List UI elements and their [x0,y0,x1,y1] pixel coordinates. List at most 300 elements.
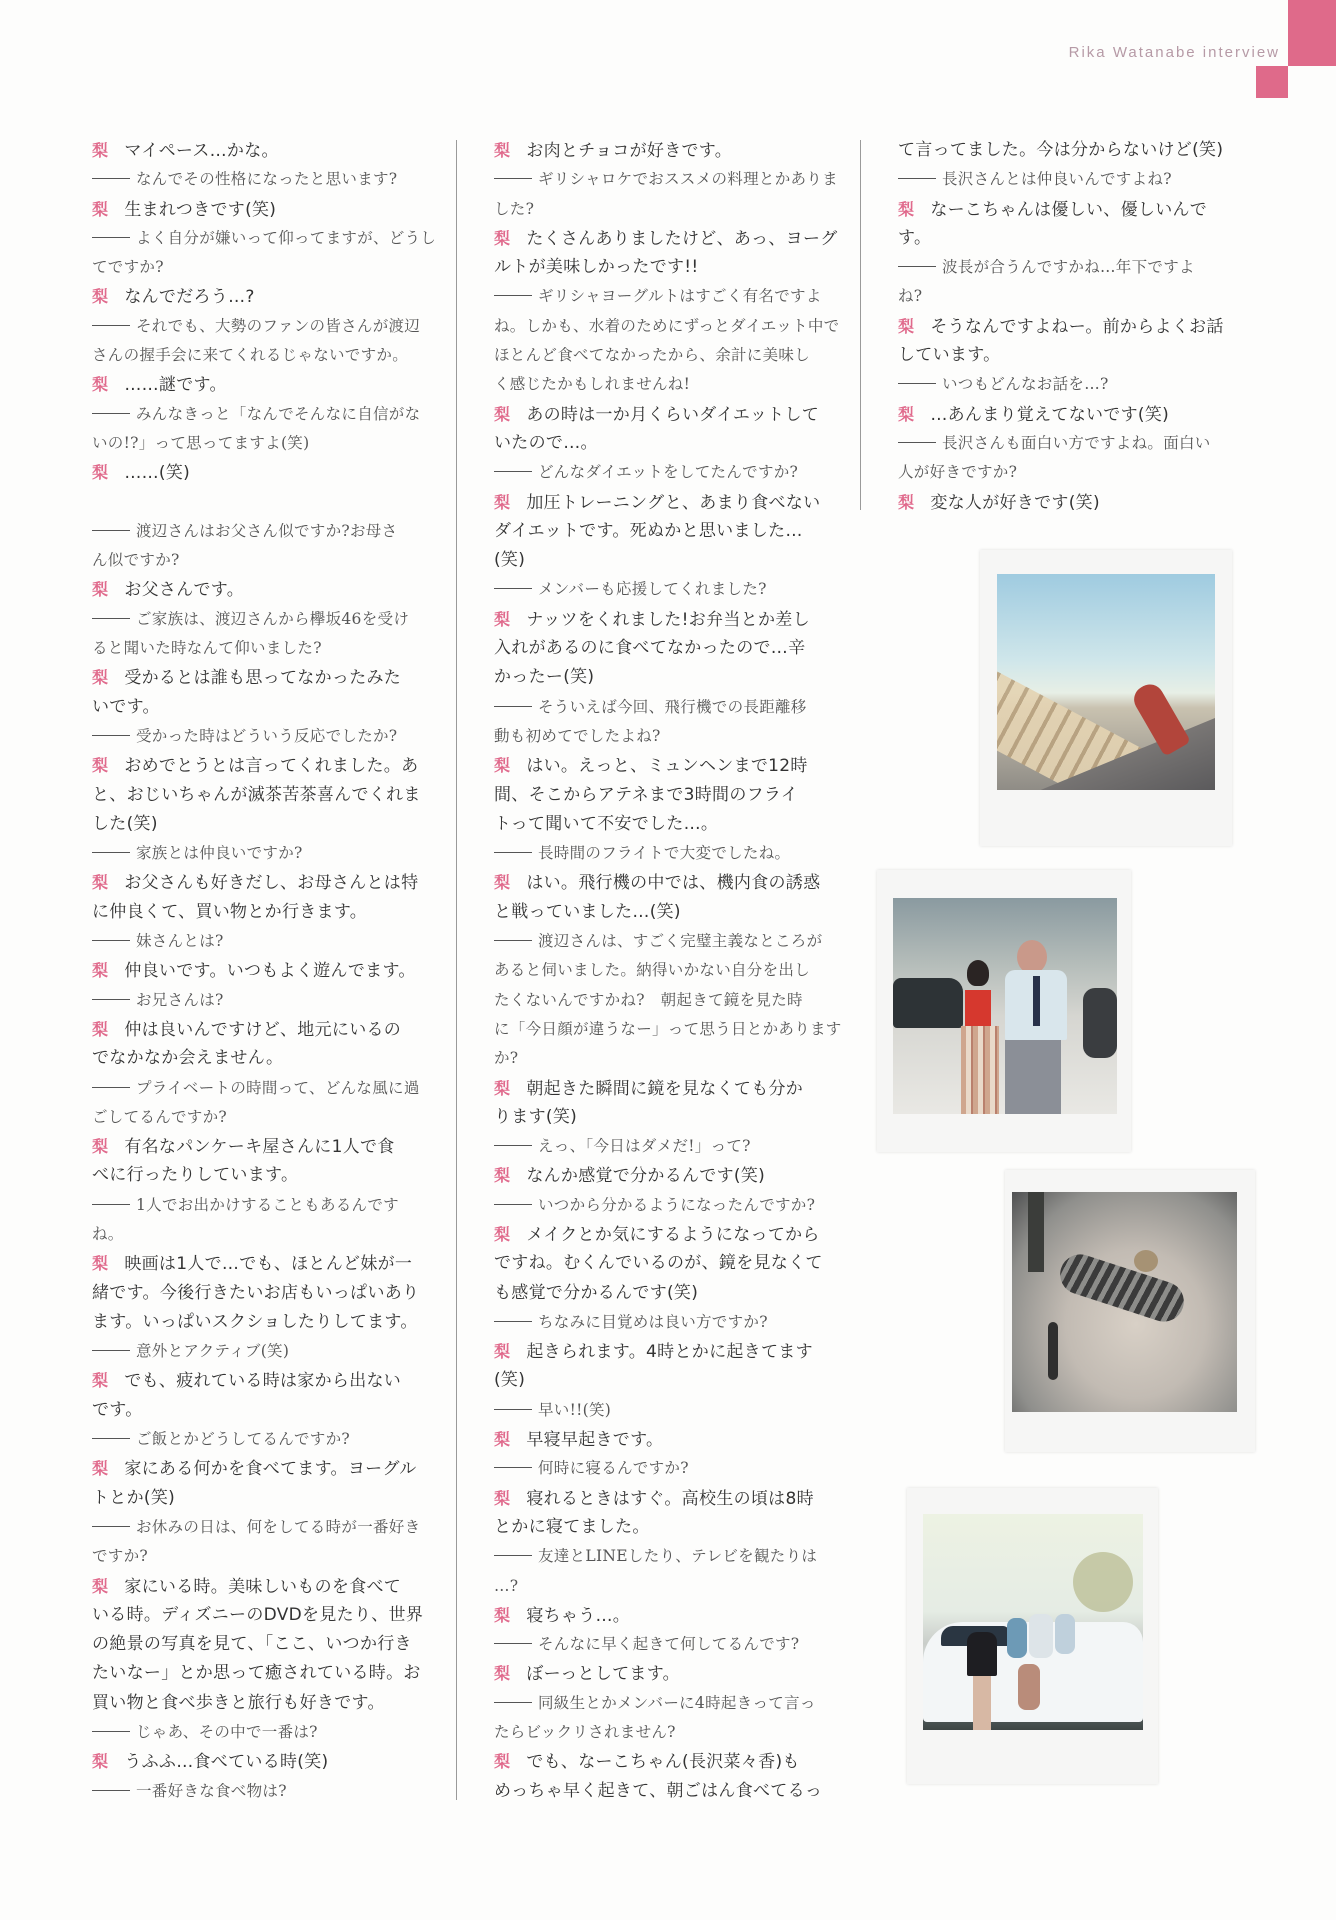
answer-line [494,1513,830,1542]
speaker-mark: 梨 [494,873,511,893]
answer-line [494,1103,830,1132]
line-text: ります(笑) [494,1106,578,1127]
speaker-mark: 梨 [92,1254,109,1274]
line-text: 動も初めてでしたよね? [494,726,661,745]
interviewer-dash [494,1555,532,1556]
interviewer-line [92,1337,426,1366]
interviewer-line [92,1220,426,1249]
answer-line [494,1777,830,1806]
line-text: ナッツをくれました!お弁当とか差し [526,609,810,630]
interviewer-dash [494,471,532,472]
line-text: いる時。ディズニーのDVDを見たり、世界 [92,1604,424,1625]
line-text: それでも、大勢のファンの皆さんが渡辺 [136,316,421,335]
line-text: ます。いっぱいスクショしたりしてます。 [92,1311,418,1332]
line-text: なーこちゃんは優しい、優しいんで [930,199,1208,220]
column-divider [860,140,861,510]
answer-line [92,1601,426,1630]
interviewer-dash [92,1790,130,1791]
answer-line [494,1747,830,1776]
line-text: メイクとか気にするようになってから [526,1224,820,1245]
line-text: 何時に寝るんですか? [538,1459,689,1478]
speaker-mark: 梨 [92,1576,109,1596]
line-text: なんか感覚で分かるんです(笑) [526,1166,766,1187]
line-text: たいなー」とか思って癒されている時。お [92,1663,421,1684]
speaker-mark: 梨 [494,1752,511,1772]
interviewer-line [494,458,830,487]
line-text: 渡辺さんは、すごく完璧主義なところが [538,932,823,951]
interviewer-line [494,1132,830,1161]
speaker-mark: 梨 [92,1459,109,1479]
speaker-mark: 梨 [494,492,511,512]
line-text: でなかなか会えません。 [92,1048,284,1069]
line-text: でも、疲れている時は家から出ない [124,1371,402,1392]
interviewer-dash [898,442,936,443]
interviewer-dash [494,940,532,941]
line-text: 長沢さんも面白い方ですよね。面白い [942,433,1211,452]
accent-square-small [1256,66,1288,98]
answer-line [494,1220,830,1249]
interviewer-line [494,1718,830,1747]
line-text: トって聞いて不安でした…。 [494,813,719,834]
answer-line [494,605,830,634]
line-text: ギリシャヨーグルトはすごく有名ですよ [538,287,822,306]
line-text: いつから分かるようになったんですか? [538,1195,816,1214]
line-text: ぼーっとしてます。 [526,1664,680,1685]
answer-line [92,1659,426,1688]
line-text: 変な人が好きです(笑) [930,492,1100,513]
line-text: トとか(笑) [92,1487,176,1508]
interviewer-line [92,341,426,370]
line-text: …? [494,1576,519,1595]
interviewer-line [92,1425,426,1454]
interviewer-line [494,693,830,722]
line-text: 1人でお出かけすることもあるんです [136,1195,399,1214]
interviewer-line [494,1542,830,1571]
interviewer-line [898,282,1228,311]
line-text: 受かるとは誰も思ってなかったみた [124,668,402,689]
line-text: よく自分が嫌いって仰ってますが、どうし [136,228,437,247]
interviewer-line [92,1542,426,1571]
interviewer-dash [494,1702,532,1703]
answer-line [92,1161,426,1190]
answer-line [92,1630,426,1659]
line-text: いの!?」って思ってますよ(笑) [92,433,310,452]
interviewer-line [898,458,1228,487]
line-text: いつもどんなお話を…? [942,375,1109,394]
speaker-mark: 梨 [92,375,109,395]
line-text: マイペース…かな。 [124,141,279,161]
answer-line [494,517,830,546]
speaker-mark: 梨 [92,1019,109,1039]
answer-line [898,224,1228,253]
line-text: プライベートの時間って、どんな風に過 [136,1078,420,1097]
interviewer-line [92,1191,426,1220]
interviewer-line [494,1630,830,1659]
line-text: ですか? [92,1547,149,1566]
line-text: 入れがあるのに食べてなかったので…辛 [494,638,806,659]
line-text: 生まれつきです(笑) [124,199,277,220]
answer-line [92,898,426,927]
answer-line [898,312,1228,341]
line-text: 間、そこからアテネまで3時間のフライ [494,784,799,805]
interviewer-dash [92,735,130,736]
interviewer-dash [898,266,936,267]
interviewer-line [494,1454,830,1483]
line-text: ごしてるんですか? [92,1107,228,1126]
interviewer-dash [92,1526,130,1527]
blank-line [92,488,426,517]
line-text: 同級生とかメンバーに4時起きって言っ [538,1693,816,1712]
line-text: 家族とは仲良いですか? [136,844,303,863]
interviewer-line [494,1044,830,1073]
line-text: ると聞いた時なんて仰いました? [92,639,322,658]
interviewer-dash [494,1204,532,1205]
interviewer-dash [898,178,936,179]
interviewer-dash [494,852,532,853]
answer-line [92,751,426,780]
interviewer-dash [92,530,130,531]
speaker-mark: 梨 [898,316,915,336]
line-text: 家にある何かを食べてます。ヨーグル [124,1459,417,1480]
line-text: (笑) [494,550,526,571]
answer-line [494,546,830,575]
answer-line [494,136,830,165]
line-text: お肉とチョコが好きです。 [526,141,733,161]
speaker-mark: 梨 [494,1166,511,1186]
speaker-mark: 梨 [92,199,109,219]
speaker-mark: 梨 [898,404,915,424]
line-text: かったー(笑) [494,667,595,688]
interviewer-line [92,546,426,575]
line-text: 波長が合うんですかね…年下ですよ [942,258,1195,277]
speaker-mark: 梨 [494,1488,511,1508]
answer-line [898,488,1228,517]
line-text: ご飯とかどうしてるんですか? [136,1430,351,1449]
answer-line [494,868,830,897]
speaker-mark: 梨 [494,1430,511,1450]
line-text: く感じたかもしれませんね! [494,375,691,394]
answer-line [494,1366,830,1395]
interviewer-line [494,165,838,194]
interviewer-dash [494,1643,532,1644]
interviewer-line [92,605,426,634]
line-text: 早寝早起きです。 [526,1430,664,1451]
photo-image [1012,1192,1237,1412]
interviewer-line [494,341,830,370]
line-text: て言ってました。今は分からないけど(笑) [898,140,1224,160]
interviewer-line [92,165,426,194]
line-text: の絶景の写真を見て、「ここ、いつか行き [92,1634,412,1655]
interviewer-line [898,253,1228,282]
line-text: ……謎です。 [124,375,227,396]
answer-line [494,400,830,429]
line-text: とかに寝てました。 [494,1516,650,1537]
line-text: と戦っていました…(笑) [494,901,681,922]
answer-line [92,1132,426,1161]
interviewer-line [92,1777,426,1806]
interviewer-line [92,986,426,1015]
answer-line [92,781,426,810]
speaker-mark: 梨 [494,1605,511,1625]
line-text: お兄さんは? [136,990,224,1009]
line-text: おめでとうとは言ってくれました。あ [124,756,419,777]
interviewer-dash [92,618,130,619]
line-text: 朝起きた瞬間に鏡を見なくても分か [526,1078,804,1099]
polaroid-photo-street [877,870,1131,1152]
line-text: どんなダイエットをしてたんですか? [538,463,799,482]
line-text: です。 [92,1399,143,1420]
line-text: はい。えっと、ミュンヘンまで12時 [526,756,808,777]
line-text: お休みの日は、何をしてる時が一番好き [136,1517,421,1536]
interviewer-dash [494,1321,532,1322]
answer-line [92,575,426,604]
line-text: も感覚で分かるんです(笑) [494,1282,699,1303]
line-text: お父さんです。 [124,580,245,601]
speaker-mark: 梨 [92,873,109,893]
interviewer-line [92,839,426,868]
answer-line [494,663,830,692]
answer-line [494,751,830,780]
answer-line [92,195,426,224]
line-text: 妹さんとは? [136,932,224,951]
line-text: 緒です。今後行きたいお店もいっぱいあり [92,1282,420,1303]
answer-line [92,370,426,399]
speaker-mark: 梨 [92,1137,109,1157]
line-text: しています。 [898,345,1001,366]
interview-column-3 [898,136,1228,517]
interviewer-line [494,986,830,1015]
line-text: 友達とLINEしたり、テレビを観たりは [538,1547,818,1566]
interviewer-line [494,1308,830,1337]
line-text: と、おじいちゃんが滅茶苦茶喜んでくれま [92,784,421,805]
column-divider [456,140,457,1800]
answer-line [494,1659,830,1688]
interviewer-line [92,312,426,341]
line-text: ……(笑) [124,463,191,484]
answer-line [92,1572,426,1601]
answer-line [494,1601,830,1630]
interviewer-line [494,1572,830,1601]
line-text: ほとんど食べてなかったから、余計に美味し [494,346,811,365]
interviewer-dash [92,237,130,238]
answer-line [494,634,830,663]
interviewer-dash [92,1438,130,1439]
line-text: …あんまり覚えてないです(笑) [930,404,1170,425]
answer-line [92,810,426,839]
interviewer-line [92,1513,426,1542]
line-text: 渡辺さんはお父さん似ですか?お母さ [136,521,398,540]
answer-line [494,781,830,810]
answer-line [494,1161,830,1190]
interviewer-line [494,195,830,224]
interviewer-line [92,253,426,282]
photo-image [997,574,1215,790]
line-text: ね。しかも、水着のためにずっとダイエット中で [494,316,840,335]
line-text: 一番好きな食べ物は? [136,1781,287,1800]
interviewer-dash [494,588,532,589]
line-text: べに行ったりしています。 [92,1165,299,1186]
interviewer-line [494,1689,830,1718]
line-text: いたので…。 [494,432,598,453]
interviewer-line [92,927,426,956]
answer-line [92,1689,426,1718]
speaker-mark: 梨 [494,1342,511,1362]
line-text: あの時は一か月くらいダイエットして [526,404,820,425]
answer-line [494,898,830,927]
interviewer-dash [92,1087,130,1088]
line-text: ね。 [92,1224,124,1243]
line-text: 仲良いです。いつもよく遊んでます。 [124,961,416,982]
line-text: 早い!!(笑) [538,1400,612,1419]
interviewer-line [92,429,426,458]
interview-column-1 [92,136,437,1806]
photo-image [923,1514,1143,1730]
line-text: そんなに早く起きて何してるんです? [538,1635,800,1654]
interviewer-line [92,400,426,429]
interviewer-dash [494,295,532,296]
interviewer-line [494,1015,842,1044]
interviewer-dash [494,1409,532,1410]
line-text: 加圧トレーニングと、あまり食べない [526,492,821,513]
speaker-mark: 梨 [494,1224,511,1244]
answer-line [494,488,830,517]
interviewer-line [494,956,830,985]
speaker-mark: 梨 [92,287,109,307]
interviewer-line [92,517,426,546]
answer-line [92,868,426,897]
line-text: 有名なパンケーキ屋さんに1人で食 [124,1137,395,1158]
line-text: 寝ちゃう…。 [526,1605,631,1626]
photo-image [893,898,1117,1114]
line-text: たくないんですかね? 朝起きて鏡を見た時 [494,990,803,1009]
interviewer-line [92,224,437,253]
speaker-mark: 梨 [92,463,109,483]
line-text: 受かった時はどういう反応でしたか? [136,726,398,745]
line-text: ね? [898,287,923,306]
interviewer-dash [92,940,130,941]
line-text: なんでだろう…? [124,287,255,308]
interviewer-dash [494,1467,532,1468]
interview-column-2 [494,136,842,1806]
line-text: てですか? [92,258,164,277]
interviewer-dash [898,383,936,384]
line-text: たくさんありましたけど、あっ、ヨーグ [526,228,838,249]
interviewer-line [494,1396,830,1425]
line-text: そうなんですよねー。前からよくお話 [930,316,1224,337]
polaroid-photo-parthenon [980,550,1232,846]
line-text: はい。飛行機の中では、機内食の誘惑 [526,873,821,894]
speaker-mark: 梨 [494,228,511,248]
line-text: す。 [898,227,932,248]
answer-line [898,400,1228,429]
accent-square-large [1288,0,1336,66]
polaroid-photo-group [907,1488,1158,1784]
answer-line [898,136,1228,165]
speaker-mark: 梨 [92,1371,109,1391]
line-text: うふふ…食べている時(笑) [124,1752,329,1773]
answer-line [494,1484,830,1513]
line-text: メンバーも応援してくれました? [538,580,767,599]
line-text: した(笑) [92,813,158,834]
answer-line [494,1249,830,1278]
line-text: 家にいる時。美味しいものを食べて [124,1576,402,1597]
line-text: 意外とアクティブ(笑) [136,1342,290,1361]
answer-line [494,1279,830,1308]
interviewer-dash [92,999,130,1000]
interviewer-line [92,1103,426,1132]
interviewer-dash [92,178,130,179]
speaker-mark: 梨 [898,199,915,219]
line-text: なんでその性格になったと思います? [136,170,398,189]
answer-line [92,1484,426,1513]
line-text: 人が好きですか? [898,463,1018,482]
line-text: 買い物と食べ歩きと旅行も好きです。 [92,1692,385,1713]
answer-line [92,1366,426,1395]
line-text: お父さんも好きだし、お母さんとは特 [124,873,419,894]
answer-line [92,1747,426,1776]
answer-line [898,195,1228,224]
interviewer-line [494,575,830,604]
speaker-mark: 梨 [494,404,511,424]
interviewer-dash [494,706,532,707]
interviewer-dash [92,1731,130,1732]
polaroid-photo-cat [1005,1170,1255,1452]
interviewer-line [494,282,830,311]
line-text: えっ、「今日はダメだ!」って? [538,1137,751,1156]
answer-line [92,1249,426,1278]
line-text: あると伺いました。納得いかない自分を出し [494,961,811,980]
line-text: めっちゃ早く起きて、朝ごはん食べてるっ [494,1780,823,1801]
interviewer-dash [92,1350,130,1351]
header-title: Rika Watanabe interview [1068,44,1280,61]
speaker-mark: 梨 [92,961,109,981]
line-text: たらビックリされません? [494,1723,676,1742]
line-text: 寝れるときはすぐ。高校生の頃は8時 [526,1488,814,1509]
speaker-mark: 梨 [494,609,511,629]
answer-line [898,341,1228,370]
line-text: (笑) [494,1370,526,1391]
interviewer-line [494,1191,830,1220]
line-text: した? [494,199,535,218]
line-text: か? [494,1049,519,1068]
speaker-mark: 梨 [92,756,109,776]
speaker-mark: 梨 [494,1078,511,1098]
line-text: ん似ですか? [92,551,180,570]
answer-line [494,1425,830,1454]
interviewer-dash [494,1145,532,1146]
line-text: に「今日顔が違うなー」って思う日とかあります [494,1019,842,1038]
answer-line [92,136,426,165]
speaker-mark: 梨 [494,756,511,776]
answer-line [92,693,426,722]
speaker-mark: 梨 [92,668,109,688]
line-text: 長沢さんとは仲良いんですよね? [942,170,1172,189]
line-text: ご家族は、渡辺さんから欅坂46を受け [136,609,410,628]
interviewer-dash [494,178,532,179]
speaker-mark: 梨 [92,1752,109,1772]
answer-line [494,224,838,253]
interviewer-line [92,1074,426,1103]
interviewer-line [92,1718,426,1747]
interviewer-line [494,839,830,868]
interviewer-line [898,165,1228,194]
line-text: ダイエットです。死ぬかと思いました… [494,520,803,541]
interviewer-line [494,370,830,399]
line-text: じゃあ、その中で一番は? [136,1723,318,1742]
line-text: ちなみに目覚めは良い方ですか? [538,1312,768,1331]
line-text: いです。 [92,696,160,717]
line-text: 長時間のフライトで大変でしたね。 [538,844,791,863]
